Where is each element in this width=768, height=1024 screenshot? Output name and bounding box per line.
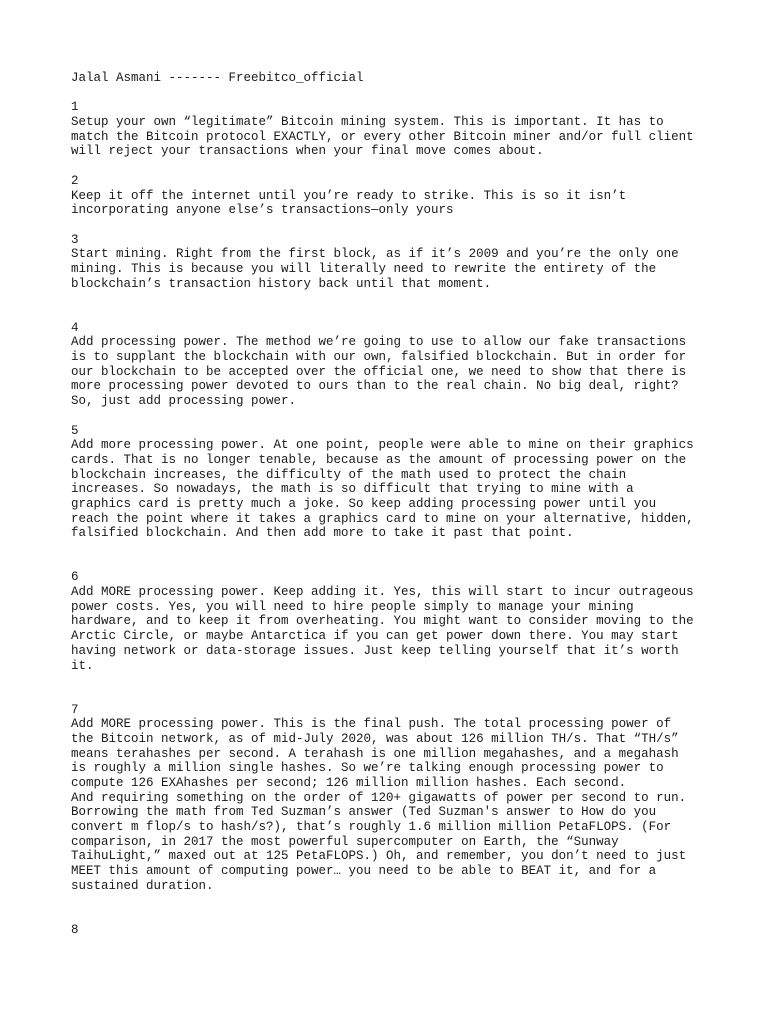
section-line: Add MORE processing power. Keep adding it. Yes, this will start to incur outrageous bbox=[71, 585, 694, 600]
section-number: 4 bbox=[71, 320, 79, 335]
section-line: is roughly a million single hashes. So we’re talking enough processing power to bbox=[71, 761, 664, 776]
section-line: Add MORE processing power. This is the final push. The total processing power of bbox=[71, 717, 672, 732]
section-line: Keep it off the internet until you’re ready to strike. This is so it isn’t bbox=[71, 188, 627, 203]
section-line: falsified blockchain. And then add more to take it past that point. bbox=[71, 526, 574, 541]
section-number: 1 bbox=[71, 100, 79, 115]
blank-line bbox=[71, 688, 731, 703]
section-line: comparison, in 2017 the most powerful supercomputer on Earth, the “Sunway bbox=[71, 834, 619, 849]
section-line: Add processing power. The method we’re going to use to allow our fake transactions bbox=[71, 335, 687, 350]
section-line: will reject your transactions when your final move comes about. bbox=[71, 144, 544, 159]
document-page bbox=[71, 71, 731, 938]
section-line: it. bbox=[71, 658, 94, 673]
section-line: TaihuLight,” maxed out at 125 PetaFLOPS.) Oh, and remember, you don’t need to just bbox=[71, 849, 687, 864]
section-line: Borrowing the math from Ted Suzman’s answer (Ted Suzman's answer to How do you bbox=[71, 805, 657, 820]
section-line: our blockchain to be accepted over the official one, we need to show that there is bbox=[71, 364, 687, 379]
section-line: power costs. Yes, you will need to hire people simply to manage your mining bbox=[71, 599, 634, 614]
blank-line bbox=[71, 291, 731, 306]
section-line: more processing power devoted to ours than to the real chain. No big deal, right? bbox=[71, 379, 679, 394]
blank-line bbox=[71, 409, 731, 424]
section-line: hardware, and to keep it from overheating. You might want to consider moving to the bbox=[71, 614, 694, 629]
section-3 bbox=[71, 233, 731, 292]
section-line: mining. This is because you will literally need to rewrite the entirety of the bbox=[71, 261, 657, 276]
section-line: And requiring something on the order of 120+ gigawatts of power per second to run. bbox=[71, 790, 687, 805]
section-line: So, just add processing power. bbox=[71, 394, 297, 409]
blank-line bbox=[71, 86, 731, 101]
blank-line bbox=[71, 556, 731, 571]
section-line: Add more processing power. At one point, people were able to mine on their graphics bbox=[71, 438, 694, 453]
section-5 bbox=[71, 424, 731, 542]
section-line: Start mining. Right from the first block, as if it’s 2009 and you’re the only one bbox=[71, 247, 679, 262]
section-line: Setup your own “legitimate” Bitcoin mining system. This is important. It has to bbox=[71, 115, 664, 130]
blank-line bbox=[71, 673, 731, 688]
section-line: blockchain’s transaction history back until that moment. bbox=[71, 276, 492, 291]
blank-line bbox=[71, 218, 731, 233]
section-number: 8 bbox=[71, 922, 79, 937]
section-line: Arctic Circle, or maybe Antarctica if you can get power down there. You may start bbox=[71, 629, 679, 644]
section-line: is to supplant the blockchain with our own, falsified blockchain. But in order for bbox=[71, 350, 687, 365]
section-6 bbox=[71, 570, 731, 673]
section-line: graphics card is pretty much a joke. So keep adding processing power until you bbox=[71, 496, 657, 511]
section-4 bbox=[71, 321, 731, 409]
section-1 bbox=[71, 100, 731, 159]
blank-line bbox=[71, 894, 731, 909]
section-line: blockchain increases, the difficulty of the math used to protect the chain bbox=[71, 467, 627, 482]
section-number: 3 bbox=[71, 232, 79, 247]
section-7 bbox=[71, 703, 731, 894]
blank-line bbox=[71, 541, 731, 556]
section-number: 2 bbox=[71, 173, 79, 188]
section-2 bbox=[71, 174, 731, 218]
section-line: reach the point where it takes a graphics card to mine on your alternative, hidden, bbox=[71, 511, 694, 526]
section-line: sustained duration. bbox=[71, 878, 214, 893]
section-line: incorporating anyone else’s transactions—only yours bbox=[71, 203, 454, 218]
section-line: having network or data-storage issues. Just keep telling yourself that it’s worth bbox=[71, 643, 679, 658]
section-line: means terahashes per second. A terahash is one million megahashes, and a megahash bbox=[71, 746, 679, 761]
blank-line bbox=[71, 306, 731, 321]
section-number: 6 bbox=[71, 570, 79, 585]
section-line: increases. So nowadays, the math is so difficult that trying to mine with a bbox=[71, 482, 634, 497]
section-line: the Bitcoin network, as of mid-July 2020, was about 126 million TH/s. That “TH/s” bbox=[71, 731, 679, 746]
section-line: match the Bitcoin protocol EXACTLY, or every other Bitcoin miner and/or full client bbox=[71, 129, 694, 144]
section-line: MEET this amount of computing power… you need to be able to BEAT it, and for a bbox=[71, 864, 657, 879]
section-8 bbox=[71, 923, 731, 938]
section-line: cards. That is no longer tenable, because as the amount of processing power on the bbox=[71, 452, 687, 467]
blank-line bbox=[71, 159, 731, 174]
document-header: Jalal Asmani ------- Freebitco_official bbox=[71, 71, 364, 85]
blank-line bbox=[71, 908, 731, 923]
section-number: 5 bbox=[71, 423, 79, 438]
section-line: compute 126 EXAhashes per second; 126 million million hashes. Each second. bbox=[71, 776, 627, 790]
section-line: convert m flop/s to hash/s?), that’s roughly 1.6 million million PetaFLOPS. (For bbox=[71, 820, 672, 835]
section-number: 7 bbox=[71, 702, 79, 717]
